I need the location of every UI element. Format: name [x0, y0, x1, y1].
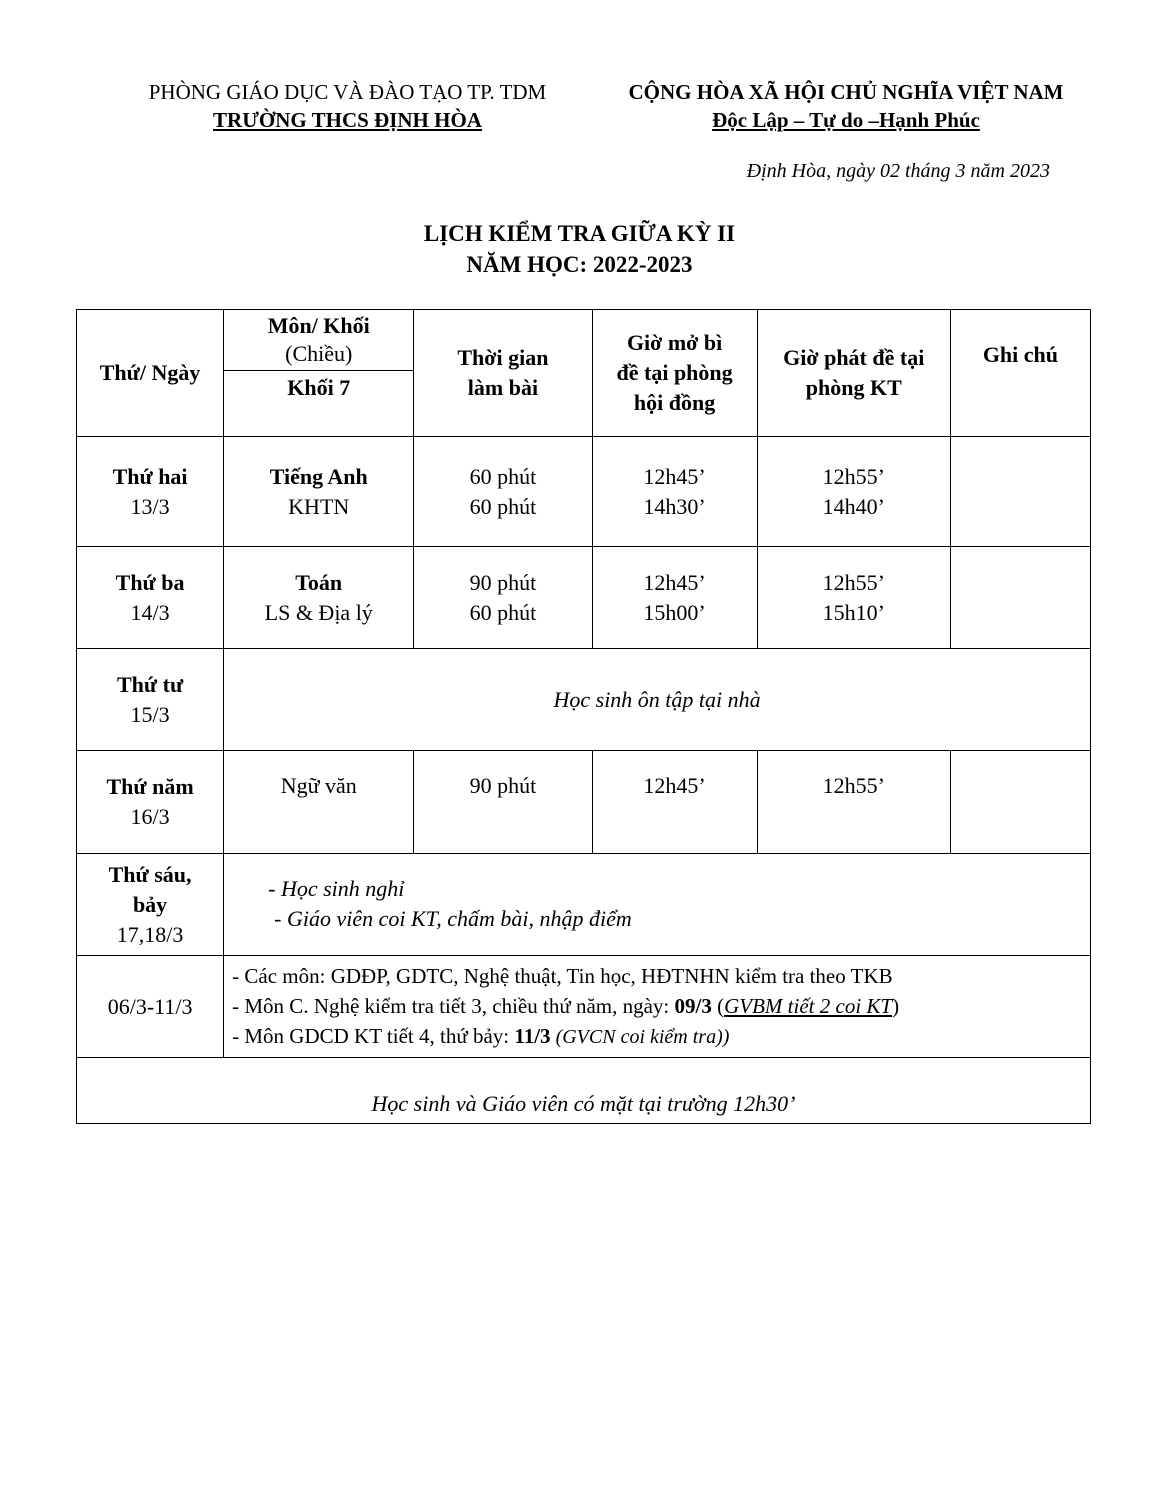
header-right: [596, 78, 1096, 134]
table-row: [77, 751, 1091, 854]
dateline: Định Hòa, ngày 02 tháng 3 năm 2023: [746, 160, 1050, 182]
header-duration: [414, 310, 592, 437]
school-name: [115, 106, 580, 134]
department-name: PHÒNG GIÁO DỤC VÀ ĐÀO TẠO TP. TDM: [148, 80, 547, 104]
note-cell: [950, 547, 1090, 649]
day-name: Thứ ba: [115, 569, 185, 595]
header-open-line3: hội đồng: [633, 390, 716, 415]
note-cell: [950, 751, 1090, 854]
table-row: [77, 854, 1091, 956]
other-note-1: - Các môn: GDĐP, GDTC, Nghệ thuật, Tin học, HĐTNHN kiểm tra theo TKB: [232, 964, 893, 988]
header-subject: [224, 310, 414, 437]
duration-2: 60 phút: [469, 599, 537, 625]
header-subject-top: [224, 310, 413, 371]
weekend-notes: [224, 854, 1091, 956]
header-note: Ghi chú: [950, 310, 1090, 437]
header-left: [115, 78, 580, 134]
day-name: Thứ hai: [112, 463, 188, 489]
other-note-3: [232, 1021, 1090, 1052]
other-note-2-close: ): [892, 994, 900, 1018]
day-cell: [77, 854, 224, 956]
other-note-3-proctor: (GVCN coi kiểm tra)): [550, 1026, 730, 1048]
header-open-time: [592, 310, 757, 437]
header-deliver-line1: Giờ phát đề tại: [783, 345, 925, 370]
table-row: [77, 956, 1091, 1058]
duration-cell: 90 phút: [414, 751, 592, 854]
note-cell: [950, 437, 1090, 547]
open-time-1: 12h45’: [643, 569, 706, 595]
header-subject-title: Môn/ Khối: [267, 313, 370, 338]
school-name-text: TRƯỜNG THCS ĐỊNH HÒA: [213, 108, 482, 132]
day-date: 13/3: [130, 493, 170, 519]
table-row: [77, 437, 1091, 547]
table-footer-row: [77, 1058, 1091, 1124]
day-date: 16/3: [130, 804, 170, 829]
header-day: Thứ/ Ngày: [77, 310, 224, 437]
other-note-3-date: 11/3: [514, 1024, 551, 1048]
subject-1: Tiếng Anh: [269, 463, 368, 489]
day-cell: [77, 547, 224, 649]
day-name: Thứ năm: [106, 774, 194, 799]
footer-note: Học sinh và Giáo viên có mặt tại trường 12h30’: [77, 1058, 1091, 1124]
subject-cell: [224, 437, 414, 547]
open-time-1: 12h45’: [643, 463, 706, 489]
motto: [596, 106, 1096, 134]
header-deliver-line2: phòng KT: [805, 375, 902, 400]
table-row: [77, 547, 1091, 649]
deliver-time-cell: [757, 437, 950, 547]
other-note-2-text: - Môn C. Nghệ kiểm tra tiết 3, chiều thứ năm, ngày:: [232, 994, 675, 1018]
deliver-time-2: 14h40’: [822, 493, 885, 519]
table-row: [77, 649, 1091, 751]
open-time-2: 15h00’: [643, 599, 706, 625]
day-date: 14/3: [130, 599, 170, 625]
other-note-2-open: (: [711, 994, 725, 1018]
day-cell: [77, 437, 224, 547]
header-grade: Khối 7: [287, 375, 351, 400]
subject-2: LS & Địa lý: [264, 599, 373, 625]
header-open-line1: Giờ mở bì: [626, 330, 723, 355]
motto-text: Độc Lập – Tự do –Hạnh Phúc: [712, 108, 980, 132]
other-note-3-text: - Môn GDCD KT tiết 4, thứ bảy:: [232, 1024, 515, 1048]
header-open-line2: đề tại phòng: [616, 360, 733, 385]
other-note-2: [232, 991, 1090, 1021]
duration-cell: [414, 547, 592, 649]
deliver-time-1: 12h55’: [822, 569, 885, 595]
table-header-row: [77, 310, 1091, 437]
deliver-time-cell: 12h55’: [757, 751, 950, 854]
document-title: [0, 218, 1159, 280]
header-subject-session: (Chiều): [285, 341, 353, 366]
day-date: 15/3: [130, 701, 170, 727]
day-cell: [77, 751, 224, 854]
deliver-time-cell: [757, 547, 950, 649]
duration-1: 90 phút: [469, 569, 537, 595]
header-duration-line1: Thời gian: [457, 345, 549, 370]
open-time-cell: 12h45’: [592, 751, 757, 854]
duration-2: 60 phút: [469, 493, 537, 519]
weekend-note-1: - Học sinh nghỉ: [268, 876, 405, 901]
open-time-cell: [592, 437, 757, 547]
day-name-2: bảy: [132, 891, 168, 917]
other-note-2-proctor: GVBM tiết 2 coi KT: [724, 994, 893, 1018]
duration-1: 60 phút: [469, 463, 537, 489]
header-duration-line2: làm bài: [467, 375, 539, 400]
open-time-2: 14h30’: [643, 493, 706, 519]
review-day-message: Học sinh ôn tập tại nhà: [224, 649, 1091, 751]
day-name: Thứ tư: [117, 671, 184, 697]
day-cell: [77, 649, 224, 751]
other-note-2-date: 09/3: [674, 994, 712, 1018]
title-line-1: LỊCH KIỂM TRA GIỮA KỲ II: [423, 221, 736, 246]
exam-schedule-table: [76, 309, 1091, 1124]
day-name-1: Thứ sáu,: [108, 861, 192, 887]
subject-2: KHTN: [288, 493, 350, 519]
subject-cell: [224, 547, 414, 649]
title-line-2: NĂM HỌC: 2022-2023: [466, 252, 693, 277]
subject-1: Toán: [295, 569, 343, 595]
other-subjects-notes: [224, 956, 1091, 1058]
day-cell: 06/3-11/3: [77, 956, 224, 1058]
weekend-note-2: - Giáo viên coi KT, chấm bài, nhập điểm: [274, 906, 632, 931]
deliver-time-1: 12h55’: [822, 463, 885, 489]
open-time-cell: [592, 547, 757, 649]
header-deliver-time: [757, 310, 950, 437]
country-name: CỘNG HÒA XÃ HỘI CHỦ NGHĨA VIỆT NAM: [628, 80, 1064, 104]
day-date: 17,18/3: [116, 921, 184, 947]
deliver-time-2: 15h10’: [822, 599, 885, 625]
duration-cell: [414, 437, 592, 547]
subject-cell: Ngữ văn: [224, 751, 414, 854]
